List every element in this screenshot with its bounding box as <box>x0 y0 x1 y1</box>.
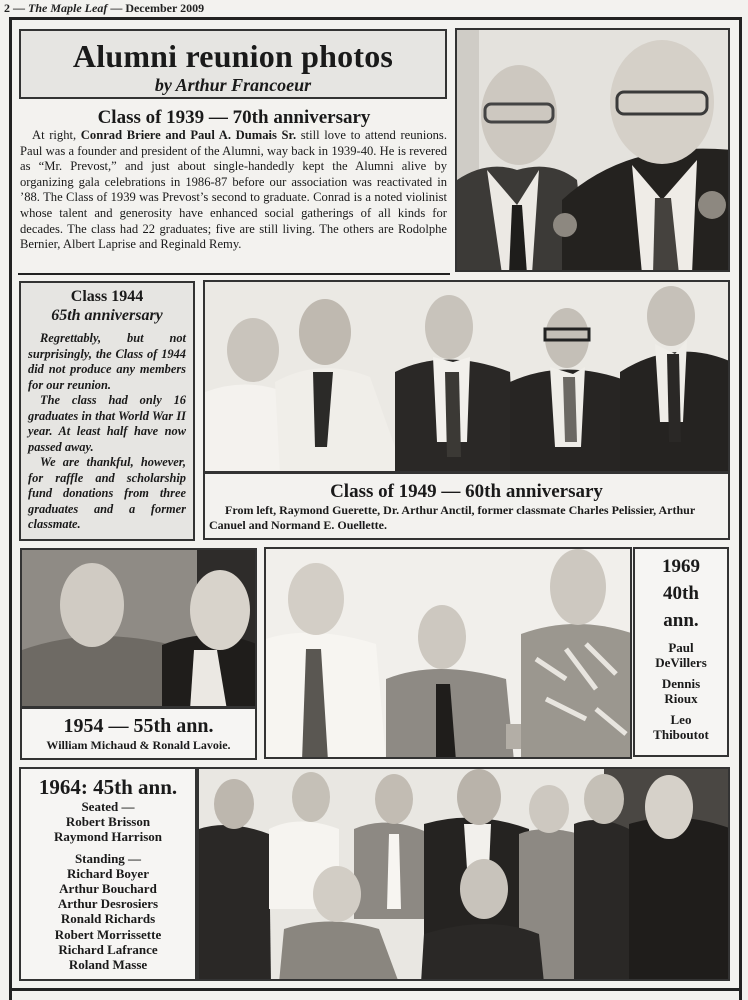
class-1969-year: 1969 <box>662 556 700 577</box>
class-1954-photo <box>20 548 257 708</box>
lead-in: At right, <box>32 128 81 142</box>
photo-illustration <box>205 282 730 473</box>
class-1949-caption-box <box>203 472 730 540</box>
section-divider <box>18 273 450 275</box>
publication-name: The Maple Leaf <box>28 1 108 15</box>
class-1939-body <box>20 128 447 253</box>
photo-illustration <box>266 549 632 759</box>
class-1944-subheading: 65th anniversary <box>51 307 163 324</box>
page-number: 2 <box>4 1 10 15</box>
class-1944-paragraph: The class had only 16 graduates in that World War II year. At least half have now passed away. <box>28 393 186 454</box>
standing-label: Standing — <box>74 850 142 866</box>
class-1954-caption: William Michaud & Ronald Lavoie. <box>46 738 231 752</box>
class-1969-name <box>635 712 727 742</box>
page-bottom-rule <box>9 988 742 991</box>
class-1949-caption: From left, Raymond Guerette, Dr. Arthur Anctil, former classmate Charles Pelissier, Arthur Canuel and Normand E. Ouellette. <box>209 503 695 532</box>
class-1969-ann-label: ann. <box>663 610 699 631</box>
class-1964-photo <box>197 767 730 981</box>
first-name: Leo <box>670 712 692 727</box>
issue-date: December 2009 <box>125 1 205 15</box>
last-name: Thiboutot <box>653 727 709 742</box>
folio-sep: — <box>110 1 123 15</box>
standing-name: Roland Masse <box>68 957 148 973</box>
class-1969-name <box>635 640 727 670</box>
bold-names: Conrad Briere and Paul A. Dumais Sr. <box>80 128 297 142</box>
class-1939-heading: Class of 1939 — 70th anniversary <box>97 107 371 128</box>
article-title-box <box>19 29 447 99</box>
photo-illustration <box>22 550 257 708</box>
standing-name: Richard Lafrance <box>58 942 158 958</box>
first-name: Dennis <box>661 676 701 691</box>
class-1969-name <box>635 676 727 706</box>
class-1969-anniversary: 40th <box>663 583 699 604</box>
first-name: Paul <box>668 640 694 655</box>
class-1949-photo <box>203 280 730 473</box>
standing-name: Arthur Desrosiers <box>57 896 159 912</box>
article-byline: by Arthur Francoeur <box>154 75 312 95</box>
class-1964-box <box>19 767 197 981</box>
standing-name: Ronald Richards <box>60 911 156 927</box>
seated-name: Raymond Harrison <box>54 829 162 845</box>
class-1944-paragraph: We are thankful, however, for raffle and scholarship fund donations from three graduates and a former classmate. <box>28 455 186 531</box>
class-1969-photo <box>264 547 632 759</box>
seated-name: Robert Brisson <box>65 814 151 829</box>
standing-name: Arthur Bouchard <box>59 880 157 896</box>
class-1969-box <box>633 547 729 757</box>
folio-sep: — <box>13 1 25 15</box>
seated-label: Seated — <box>81 799 135 814</box>
class-1944-heading: Class 1944 <box>70 288 144 305</box>
class-1949-heading: Class of 1949 — 60th anniversary <box>330 481 603 502</box>
last-name: Rioux <box>664 691 698 706</box>
standing-name: Richard Boyer <box>67 865 149 881</box>
photo-illustration <box>457 30 730 272</box>
last-name: DeVillers <box>655 655 707 670</box>
page-folio <box>4 1 204 16</box>
photo-illustration <box>199 769 730 981</box>
class-1954-heading: 1954 — 55th ann. <box>63 715 214 737</box>
class-1964-heading: 1964: 45th ann. <box>38 775 178 799</box>
class-1939-photo <box>455 28 730 272</box>
class-1944-box <box>19 281 195 541</box>
standing-name: Robert Morrissette <box>54 926 162 942</box>
class-1944-paragraph: Regrettably, but not surprisingly, the Class of 1944 did not produce any members for our reunion. <box>28 331 186 392</box>
body-text: still love to attend reunions. Paul was a founder and president of the Alumni, way back in 1939-40. He is revered as “Mr. Prevost,” and just about single-handedly kept the Alumni alive by organizing gala celebrations in 1986-87 before our association was reactivated in ’88. The Class of 1939 was Prevost’s second to graduate. Conrad is a noted violinist whose talent and generosity have enhanced social gatherings of all kinds for decades. The class had 22 graduates; five are still living. The others are Rodolphe Bernier, Albert Laprise and Reginald Remy. <box>20 128 447 252</box>
article-title: Alumni reunion photos <box>72 38 394 74</box>
class-1954-caption-box <box>20 707 257 760</box>
